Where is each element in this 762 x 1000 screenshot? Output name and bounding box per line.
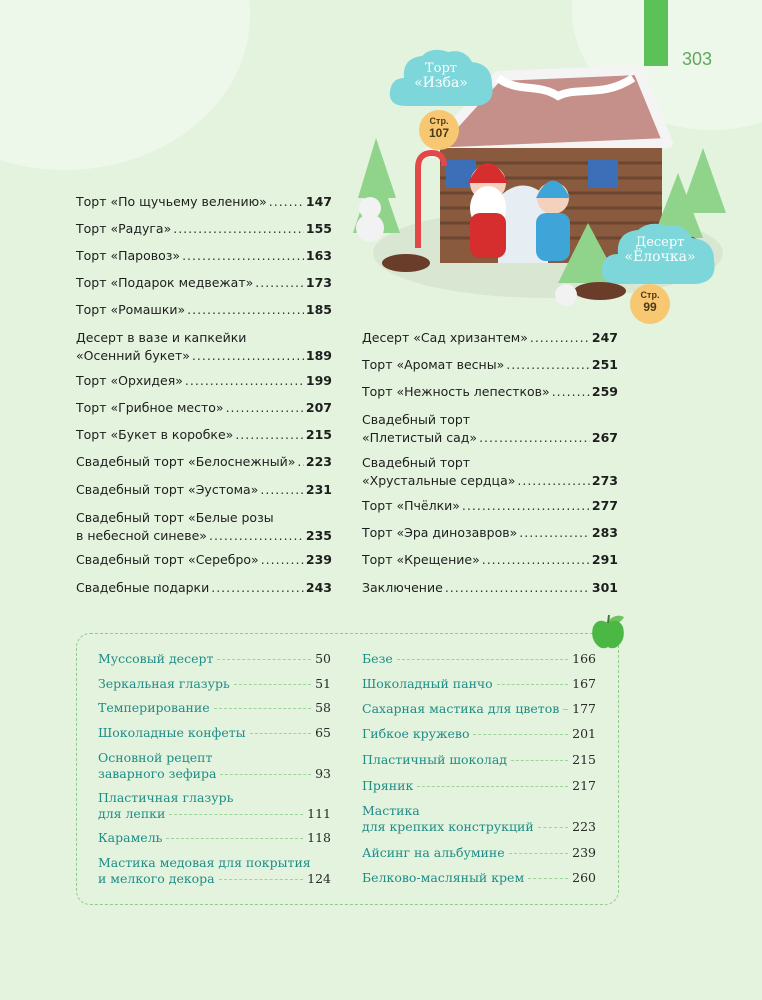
- leader-line: [261, 551, 304, 569]
- toc-entry-title: Торт «Пчёлки»: [362, 498, 460, 513]
- toc-entry-title: Заключение: [362, 580, 443, 595]
- recipe-entry-page: 124: [307, 871, 331, 886]
- toc-entry-title: «Хрустальные сердца»: [362, 473, 516, 488]
- toc-entry-page: 199: [305, 373, 332, 388]
- toc-entry: [76, 399, 332, 417]
- recipe-entry-page: 118: [307, 830, 331, 845]
- recipe-entry: [362, 701, 596, 717]
- toc-entry: [76, 274, 332, 292]
- toc-entry: [76, 372, 332, 390]
- toc-entry-page: 251: [591, 357, 618, 372]
- recipe-entry-title: Белково-масляный крем: [362, 870, 525, 885]
- toc-entry-title: Десерт в вазе и капкейки: [76, 330, 247, 345]
- recipe-entry: [362, 651, 596, 667]
- leader-line: [234, 684, 311, 685]
- toc-entry-title: Торт «Ромашки»: [76, 302, 186, 317]
- recipe-entry-title: Айсинг на альбумине: [362, 845, 505, 860]
- recipe-entry-page: 166: [572, 651, 596, 666]
- toc-entry-title: в небесной синеве»: [76, 528, 207, 543]
- leader-line: [209, 527, 304, 545]
- toc-entry-title: Торт «Паровоз»: [76, 248, 181, 263]
- toc-entry-title: Свадебный торт: [362, 455, 471, 470]
- leader-line: [506, 356, 590, 374]
- leader-line: [260, 481, 304, 499]
- recipe-entry-page: 167: [572, 676, 596, 691]
- background-blob: [0, 0, 250, 170]
- page-number: 303: [682, 49, 713, 69]
- toc-entry-title: Свадебные подарки: [76, 580, 210, 595]
- recipe-entry-title: Карамель: [98, 830, 163, 845]
- toc-entry-page: 173: [305, 275, 332, 290]
- recipe-entry: [362, 870, 596, 886]
- toc-entry-page: 273: [591, 473, 618, 488]
- recipe-entry: [362, 778, 596, 794]
- toc-entry-title: Свадебный торт: [362, 412, 471, 427]
- toc-entry: [76, 509, 332, 545]
- toc-entry: [362, 524, 618, 542]
- leader-line: [219, 879, 304, 880]
- recipe-entry: [362, 752, 596, 768]
- toc-entry-page: 277: [591, 498, 618, 513]
- recipe-entry-title: Пластичный шоколад: [362, 752, 507, 767]
- recipe-entry-title: Шоколадные конфеты: [98, 725, 246, 740]
- recipe-entry: [362, 676, 596, 692]
- cloud-tag-title: Десерт «Ёлочка»: [624, 235, 696, 265]
- recipe-entry-page: 201: [572, 726, 596, 741]
- toc-entry: [76, 329, 332, 365]
- recipe-entry-title: Темперирование: [98, 700, 210, 715]
- recipe-entry-title: Сахарная мастика для цветов: [362, 701, 560, 716]
- toc-entry-title: Свадебный торт «Эустома»: [76, 482, 259, 497]
- toc-entry-page: 267: [591, 430, 618, 445]
- leader-line: [417, 786, 568, 787]
- toc-entry-title: Торт «Нежность лепестков»: [362, 384, 550, 399]
- toc-entry: [76, 579, 332, 597]
- leader-line: [445, 579, 590, 597]
- recipe-entry-title: Основной рецепт: [98, 750, 213, 765]
- toc-entry-page: 283: [591, 525, 618, 540]
- leader-line: [297, 453, 303, 471]
- toc-entry: [76, 301, 332, 319]
- toc-entry: [76, 220, 332, 238]
- toc-entry: [362, 551, 618, 569]
- recipe-entry-page: 260: [572, 870, 596, 885]
- toc-entry-title: «Плетистый сад»: [362, 430, 478, 445]
- toc-entry-page: 239: [305, 552, 332, 567]
- toc-entry: [362, 356, 618, 374]
- toc-entry: [76, 453, 332, 471]
- recipe-entry-title: Муссовый десерт: [98, 651, 214, 666]
- toc-entry: [76, 551, 332, 569]
- recipe-entry-page: 217: [572, 778, 596, 793]
- recipe-entry-title: Пряник: [362, 778, 414, 793]
- toc-entry-title: Свадебный торт «Серебро»: [76, 552, 259, 567]
- leader-line: [530, 329, 590, 347]
- leader-line: [235, 426, 304, 444]
- toc-entry-page: 235: [305, 528, 332, 543]
- toc-entry-title: Торт «Орхидея»: [76, 373, 183, 388]
- page-badge: Стр. 107: [419, 110, 459, 150]
- leader-line: [220, 774, 311, 775]
- toc-entry-page: 207: [305, 400, 332, 415]
- toc-entry-page: 247: [591, 330, 618, 345]
- recipe-entry-page: 177: [572, 701, 596, 716]
- leader-line: [169, 814, 303, 815]
- page-badge: Стр. 99: [630, 284, 670, 324]
- toc-entry-page: 189: [305, 348, 332, 363]
- recipe-entry-title: Гибкое кружево: [362, 726, 470, 741]
- recipe-entry-page: 51: [315, 676, 331, 691]
- leader-line: [182, 247, 304, 265]
- toc-entry-title: Торт «Радуга»: [76, 221, 172, 236]
- leader-line: [538, 827, 568, 828]
- recipe-entry-page: 111: [307, 806, 331, 821]
- toc-entry: [362, 454, 618, 490]
- leader-line: [473, 734, 568, 735]
- leader-line: [462, 497, 590, 515]
- leader-line: [211, 579, 304, 597]
- recipe-entry: [98, 725, 331, 741]
- toc-entry-page: 243: [305, 580, 332, 595]
- toc-entry: [362, 579, 618, 597]
- toc-entry-title: Торт «Аромат весны»: [362, 357, 505, 372]
- toc-entry-page: 155: [305, 221, 332, 236]
- toc-entry-title: Свадебный торт «Белые розы: [76, 510, 274, 525]
- toc-entry: [362, 329, 618, 347]
- leader-line: [519, 524, 590, 542]
- recipe-entry: [98, 855, 331, 887]
- leader-line: [187, 301, 304, 319]
- leader-line: [255, 274, 304, 292]
- toc-entry: [362, 383, 618, 401]
- leader-line: [397, 659, 568, 660]
- recipe-entry-page: 93: [315, 766, 331, 781]
- recipe-entry-title: Безе: [362, 651, 393, 666]
- leader-line: [166, 838, 303, 839]
- leader-line: [528, 878, 568, 879]
- recipe-entry-title: Мастика: [362, 803, 420, 818]
- leader-line: [226, 399, 304, 417]
- recipe-entry: [98, 790, 331, 822]
- apple-icon: [590, 607, 626, 649]
- leader-line: [214, 708, 311, 709]
- toc-entry: [76, 426, 332, 444]
- toc-entry-title: «Осенний букет»: [76, 348, 190, 363]
- recipe-entry: [98, 830, 331, 846]
- recipe-entry: [362, 726, 596, 742]
- leader-line: [173, 220, 304, 238]
- recipe-entry-title: Мастика медовая для покрытия: [98, 855, 311, 870]
- leader-line: [511, 760, 568, 761]
- leader-line: [482, 551, 590, 569]
- leader-line: [497, 684, 568, 685]
- leader-line: [509, 853, 569, 854]
- recipe-entry-page: 223: [572, 819, 596, 834]
- recipe-entry: [98, 651, 331, 667]
- toc-entry-title: Десерт «Сад хризантем»: [362, 330, 528, 345]
- leader-line: [217, 659, 311, 660]
- toc-entry-page: 147: [305, 194, 332, 209]
- recipe-entry-title: для лепки: [98, 806, 166, 821]
- toc-entry-title: Торт «Подарок медвежат»: [76, 275, 254, 290]
- leader-line: [250, 733, 312, 734]
- recipe-entry-page: 58: [315, 700, 331, 715]
- recipe-entry-page: 65: [315, 725, 331, 740]
- toc-entry-page: 185: [305, 302, 332, 317]
- recipe-entry: [98, 750, 331, 782]
- leader-line: [269, 193, 304, 211]
- toc-entry: [76, 193, 332, 211]
- cloud-tag-title: Торт «Изба»: [414, 61, 468, 91]
- recipe-entry-page: 50: [315, 651, 331, 666]
- toc-entry-title: Торт «Грибное место»: [76, 400, 224, 415]
- toc-entry-page: 259: [591, 384, 618, 399]
- recipe-entry: [362, 845, 596, 861]
- leader-line: [479, 429, 590, 447]
- toc-entry-page: 215: [305, 427, 332, 442]
- recipe-entry-title: для крепких конструкций: [362, 819, 534, 834]
- recipe-entry-page: 239: [572, 845, 596, 860]
- toc-entry: [362, 497, 618, 515]
- recipe-entry-page: 215: [572, 752, 596, 767]
- toc-entry: [76, 247, 332, 265]
- recipe-entry: [362, 803, 596, 835]
- leader-line: [185, 372, 304, 390]
- toc-entry-title: Торт «Букет в коробке»: [76, 427, 234, 442]
- toc-entry-title: Торт «По щучьему велению»: [76, 194, 267, 209]
- recipe-entry-title: заварного зефира: [98, 766, 217, 781]
- recipe-entry: [98, 700, 331, 716]
- toc-entry-page: 163: [305, 248, 332, 263]
- toc-entry-page: 223: [305, 454, 332, 469]
- toc-entry: [76, 481, 332, 499]
- toc-entry-page: 291: [591, 552, 618, 567]
- recipe-entry-title: Зеркальная глазурь: [98, 676, 230, 691]
- toc-entry-page: 301: [591, 580, 618, 595]
- toc-entry-title: Свадебный торт «Белоснежный»: [76, 454, 296, 469]
- leader-line: [517, 472, 590, 490]
- toc-entry-page: 231: [305, 482, 332, 497]
- leader-line: [192, 347, 304, 365]
- recipe-entry-title: Шоколадный панчо: [362, 676, 493, 691]
- leader-line: [563, 709, 568, 710]
- recipe-entry-title: и мелкого декора: [98, 871, 215, 886]
- recipe-entry-title: Пластичная глазурь: [98, 790, 234, 805]
- toc-entry: [362, 411, 618, 447]
- recipe-entry: [98, 676, 331, 692]
- leader-line: [552, 383, 590, 401]
- toc-entry-title: Торт «Эра динозавров»: [362, 525, 518, 540]
- toc-entry-title: Торт «Крещение»: [362, 552, 480, 567]
